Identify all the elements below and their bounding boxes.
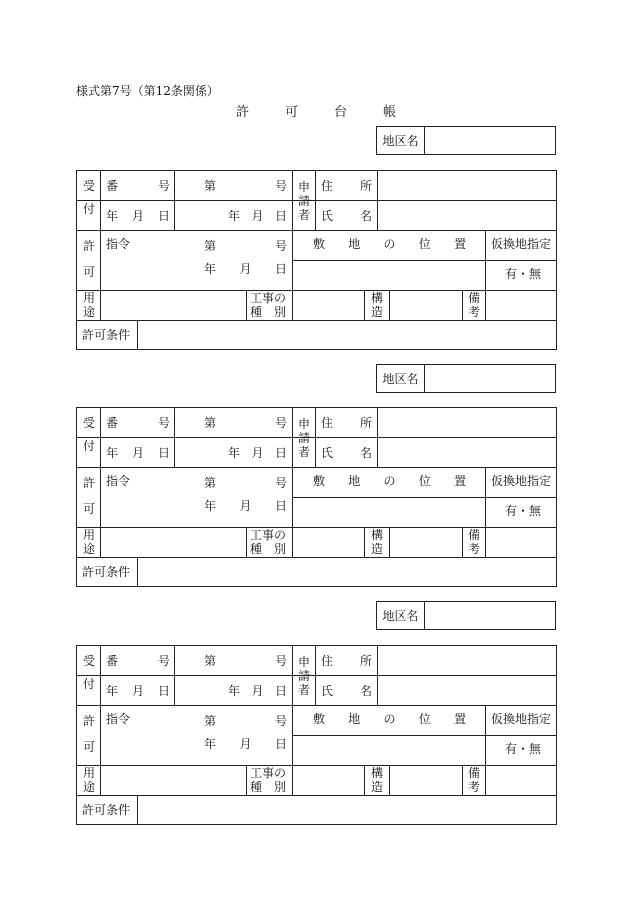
- shinseisha-label: 申 請 者: [297, 180, 310, 222]
- umu-selector[interactable]: 有・無: [505, 504, 542, 518]
- work-type-field[interactable]: [296, 294, 360, 316]
- conditions-field[interactable]: [141, 798, 551, 820]
- work-type-field[interactable]: [296, 769, 360, 791]
- kozo-label: 構 造: [370, 291, 383, 319]
- title-char: 許: [236, 105, 250, 120]
- address-field[interactable]: [381, 412, 551, 434]
- ledger-entry-table: [76, 645, 557, 825]
- bango-label: 番 号: [106, 654, 170, 668]
- name-field[interactable]: [381, 205, 551, 227]
- yoto-label: 用 途: [82, 528, 95, 556]
- yoto-label: 用 途: [82, 291, 95, 319]
- jusho-label: 住 所: [321, 654, 372, 668]
- receipt-date-label: 年 月 日: [106, 684, 170, 698]
- bango-label: 番 号: [106, 179, 170, 193]
- title-char: 可: [284, 105, 298, 120]
- ledger-entry-table: [76, 170, 557, 350]
- remarks-field[interactable]: [489, 531, 551, 553]
- shimei-label: 氏 名: [321, 446, 372, 460]
- permit-date-label: 年 月 日: [204, 262, 287, 276]
- district-field[interactable]: [425, 365, 555, 392]
- dai-go-label: 第 号: [204, 654, 287, 668]
- uketsuke-label: 受 付: [82, 416, 95, 453]
- uketsuke-label: 受 付: [82, 179, 95, 216]
- location-field[interactable]: [297, 502, 481, 524]
- permit-no-label: 第 号: [204, 239, 287, 253]
- bango-label: 番 号: [106, 416, 170, 430]
- title-char: 台: [333, 105, 347, 120]
- joken-label: 許可条件: [82, 328, 131, 342]
- receipt-date-label: 年 月 日: [106, 446, 170, 460]
- address-field[interactable]: [381, 650, 551, 672]
- shimei-label: 氏 名: [321, 684, 372, 698]
- permit-no-label: 第 号: [204, 476, 287, 490]
- jusho-label: 住 所: [321, 179, 372, 193]
- shimei-label: 氏 名: [321, 209, 372, 223]
- uketsuke-label: 受 付: [82, 654, 95, 691]
- kyoka-label: 許 可: [82, 239, 95, 279]
- kyoka-label: 許 可: [82, 714, 95, 754]
- biko-label: 備 考: [467, 528, 480, 556]
- jusho-label: 住 所: [321, 416, 372, 430]
- conditions-field[interactable]: [141, 560, 551, 582]
- kyoka-label: 許 可: [82, 476, 95, 516]
- receipt-date-label: 年 月 日: [106, 209, 170, 223]
- shinseisha-label: 申 請 者: [297, 655, 310, 697]
- remarks-field[interactable]: [489, 294, 551, 316]
- permit-date-label: 年 月 日: [204, 499, 287, 513]
- district-label: 地区名: [377, 127, 425, 154]
- location-field[interactable]: [297, 265, 481, 287]
- permit-no-label: 第 号: [204, 714, 287, 728]
- umu-selector[interactable]: 有・無: [505, 267, 542, 281]
- shirei-label: 指令: [106, 237, 131, 251]
- structure-field[interactable]: [393, 769, 458, 791]
- name-field[interactable]: [381, 680, 551, 702]
- address-field[interactable]: [381, 175, 551, 197]
- koji-shubetsu-label: 工事の 種 別: [250, 766, 287, 794]
- conditions-field[interactable]: [141, 323, 551, 345]
- shirei-label: 指令: [106, 712, 131, 726]
- district-box: [376, 364, 556, 393]
- shirei-label: 指令: [106, 474, 131, 488]
- district-label: 地区名: [377, 602, 425, 629]
- location-field[interactable]: [297, 740, 481, 762]
- receipt-date-label-2: 年 月 日: [228, 684, 287, 698]
- shinseisha-label: 申 請 者: [297, 417, 310, 459]
- shikichi-label: 敷 地 の 位 置: [313, 474, 466, 488]
- use-field[interactable]: [104, 294, 242, 316]
- remarks-field[interactable]: [489, 769, 551, 791]
- umu-selector[interactable]: 有・無: [505, 742, 542, 756]
- district-field[interactable]: [425, 127, 555, 154]
- ledger-entry-table: [76, 407, 557, 587]
- receipt-date-label-2: 年 月 日: [228, 446, 287, 460]
- kakanchi-label: 仮換地指定: [491, 237, 552, 251]
- joken-label: 許可条件: [82, 803, 131, 817]
- shikichi-label: 敷 地 の 位 置: [313, 237, 466, 251]
- page-title: [236, 101, 396, 120]
- use-field[interactable]: [104, 531, 242, 553]
- title-char: 帳: [382, 105, 396, 120]
- structure-field[interactable]: [393, 531, 458, 553]
- joken-label: 許可条件: [82, 565, 131, 579]
- district-box: [376, 126, 556, 155]
- yoto-label: 用 途: [82, 766, 95, 794]
- permit-date-label: 年 月 日: [204, 737, 287, 751]
- kozo-label: 構 造: [370, 766, 383, 794]
- use-field[interactable]: [104, 769, 242, 791]
- kakanchi-label: 仮換地指定: [491, 712, 552, 726]
- work-type-field[interactable]: [296, 531, 360, 553]
- shikichi-label: 敷 地 の 位 置: [313, 712, 466, 726]
- koji-shubetsu-label: 工事の 種 別: [250, 528, 287, 556]
- receipt-date-label-2: 年 月 日: [228, 209, 287, 223]
- kakanchi-label: 仮換地指定: [491, 474, 552, 488]
- structure-field[interactable]: [393, 294, 458, 316]
- koji-shubetsu-label: 工事の 種 別: [250, 291, 287, 319]
- district-field[interactable]: [425, 602, 555, 629]
- name-field[interactable]: [381, 442, 551, 464]
- dai-go-label: 第 号: [204, 416, 287, 430]
- form-number-label: 様式第7号（第12条関係）: [76, 84, 219, 98]
- district-label: 地区名: [377, 365, 425, 392]
- biko-label: 備 考: [467, 291, 480, 319]
- dai-go-label: 第 号: [204, 179, 287, 193]
- district-box: [376, 601, 556, 630]
- kozo-label: 構 造: [370, 528, 383, 556]
- biko-label: 備 考: [467, 766, 480, 794]
